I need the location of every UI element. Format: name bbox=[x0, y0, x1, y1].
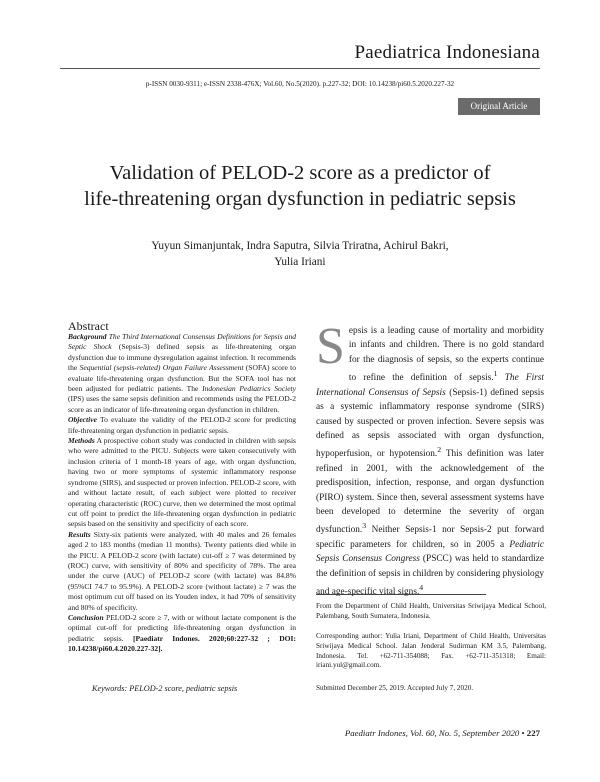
title-line: life-threatening organ dysfunction in pediatric sepsis bbox=[84, 188, 516, 210]
article-title bbox=[60, 160, 540, 212]
corresponding-author-note: Corresponding author: Yulia Iriani, Department of Child Health, Universitas Sriwijaya Medical School. Jalan Jenderal Sudirman KM 3.5, Palembang, Indonesia. Tel. +62-711-354088; Fax. +62-711-351318; Email: iriani.yul@gmail.com. bbox=[316, 632, 546, 670]
affiliation-note: From the Department of Child Health, Universitas Sriwijaya Medical School, Palembang, South Sumatera, Indonesia. bbox=[316, 602, 546, 620]
authors-line: Yuyun Simanjuntak, Indra Saputra, Silvia Triratna, Achirul Bakri, bbox=[151, 240, 449, 252]
page-footer: Paediatr Indones, Vol. 60, No. 5, September 2020 • 227 bbox=[344, 728, 540, 738]
article-type-badge: Original Article bbox=[458, 98, 540, 115]
abstract-background: Background The Third International Consensus Definitions for Sepsis and Septic Shock (Sepsis-3) defined sepsis as life-threatening organ dysfunction due to immune dysregulation against infection. It recommends the Sequential (sepsis-related) Organ Failure Assessment (SOFA) score to evaluate life-threatening organ dysfunction. But the SOFA tool has not been adjusted for pediatric patients. The Indonesian Pediatrics Society (IPS) uses the same sepsis definition and recommends using the PELOD-2 score as an indicator of life-threatening organ dysfunction in children. bbox=[68, 332, 297, 414]
body-column bbox=[316, 318, 545, 600]
title-line: Validation of PELOD-2 score as a predictor of bbox=[109, 162, 491, 184]
abstract-methods: Methods A prospective cohort study was conducted in children with sepsis who were admitted to the PICU. Subjects were taken consecutively with inclusion criteria of 1 month-18 years of age, with organ dysfunction, having two or more symptoms of systemic inflammatory response syndrome (SIRS), and suspected or proven infection. PELOD-2 score, with and without lactate result, of each subject were plotted to receiver operating characteristic (ROC) curve, then we determined the most optimal cut off point to predict the life-threatening organ dysfunction in pediatric sepsis based on the sensitivity and specificity of each score. bbox=[68, 436, 296, 529]
keywords: Keywords: PELOD-2 score, pediatric sepsis bbox=[92, 684, 238, 693]
drop-cap: S bbox=[316, 318, 345, 375]
submission-dates: Submitted December 25, 2019. Accepted July 7, 2020. bbox=[316, 684, 474, 692]
authors bbox=[60, 238, 540, 270]
body-paragraph: epsis is a leading cause of mortality and morbidity in infants and children. There is no gold standard for the diagnosis of sepsis, so the experts continue to refine the definition of sepsis.$^1$ The First International Consensus of Sepsis (Sepsis-1) defined sepsis as a systemic inflammatory response syndrome (SIRS) caused by suspected or proven infection. Severe sepsis was defined as sepsis associated with organ dysfunction, hypoperfusion, or hypotension.$^2$ This definition was later refined in 2001, with the acknowledgement of the predisposition, infection, response, and organ dysfunction (PIRO) system. Since then, several assessment systems have been developed to determine the severity of organ dysfunction.$^3$ Neither Sepsis-1 nor Sepsis-2 put forward specific parameters for children, so in 2005 a Pediatric Sepsis Consensus Congress (PSCC) was held to standardize the definition of sepsis in children by considering physiology and age-specific vital signs.$^4$ bbox=[316, 326, 545, 598]
journal-name: Paediatrica Indonesiana bbox=[354, 42, 540, 63]
abstract-objective: Objective To evaluate the validity of the PELOD-2 score for predicting life-threatening organ dysfunction in pediatric sepsis. bbox=[68, 415, 296, 435]
abstract bbox=[68, 320, 296, 655]
abstract-heading: Abstract bbox=[68, 319, 109, 333]
header-rule bbox=[60, 68, 540, 69]
abstract-conclusion: Conclusion PELOD-2 score ≥ 7, with or without lactate component is the optimal cut-off for predicting life-threatening organ dysfunction in pediatric sepsis. [Paediatr Indones. 2020;60:227-32 ; DOI: 10.14238/pi60.4.2020.227-32]. bbox=[68, 612, 296, 654]
footnote-rule bbox=[316, 594, 486, 595]
issn-line: p-ISSN 0030-9311; e-ISSN 2338-476X; Vol.60, No.5(2020). p.227-32; DOI: 10.14238/pi60.5.2020.227-32 bbox=[145, 80, 455, 88]
authors-line: Yulia Iriani bbox=[274, 256, 326, 268]
abstract-results: Results Sixty-six patients were analyzed, with 40 males and 26 females aged 2 to 183 months (median 11 months). Twenty patients died while in the PICU. A PELOD-2 score (with lactate) cut-off ≥ 7 was determined by (ROC) curve, with sensitivity of 80% and specificity of 78%. The area under the curve (AUC) of PELOD-2 score (with lactate) was 84.8% (95%CI 74.7 to 95.9%). A PELOD-2 score (without lactate) ≥ 7 was the most optimum cut off based on its Youden index, it had 70% of sensitivity and 80% of specificity. bbox=[68, 529, 296, 612]
